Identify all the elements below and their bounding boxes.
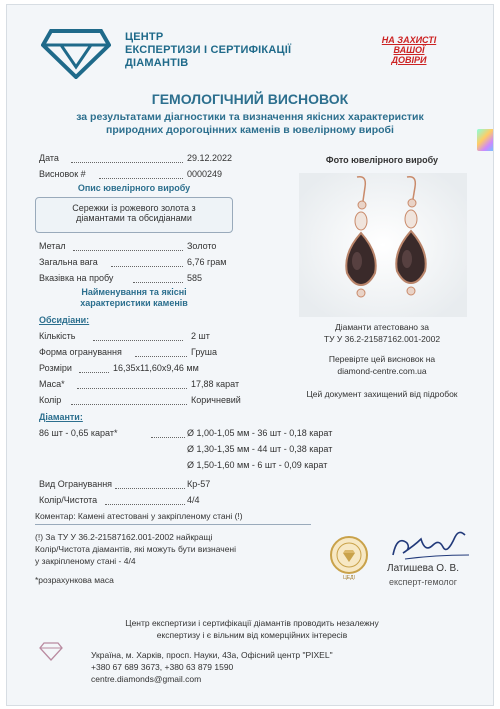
dots — [93, 340, 183, 341]
item-description-line1: Сережки із рожевого золота з — [72, 203, 196, 213]
diamond-row-3: Ø 1,50-1,60 мм - 6 шт - 0,09 карат — [187, 460, 328, 470]
color-label: Колір — [39, 395, 62, 405]
subtitle-line2: природних дорогоцінних каменів в ювелірному виробі — [106, 124, 394, 136]
org-line1: ЦЕНТР — [125, 31, 164, 43]
stones-header-line2: характеристики каменів — [80, 298, 188, 308]
signer-role: експерт-гемолог — [389, 577, 458, 587]
subtitle — [7, 111, 493, 137]
dots — [133, 282, 183, 283]
signature-icon — [385, 525, 475, 565]
note-line1: (!) За ТУ У 36.2-21587162.001-2002 найкращі — [35, 532, 213, 542]
divider — [35, 524, 311, 525]
footer-desc-line1: Центр експертизи і сертифікації діамантів проводить незалежну — [125, 618, 379, 628]
diamond-outline-icon — [39, 641, 63, 661]
footer-email[interactable]: centre.diamonds@gmail.com — [91, 674, 202, 684]
footer-description — [37, 617, 467, 641]
attestation-line2: ТУ У 36.2-21587162.001-2002 — [323, 334, 441, 344]
diamond-row-1: Ø 1,00-1,05 мм - 36 шт - 0,18 карат — [187, 428, 333, 438]
dots — [135, 356, 187, 357]
dots — [111, 266, 183, 267]
clarity-value: 4/4 — [187, 495, 200, 505]
earrings-photo — [299, 173, 467, 317]
note-line3: у закріпленому стані - 4/4 — [35, 556, 136, 566]
seal-text: ЦЕДІ — [343, 575, 355, 581]
obsidian-header: Обсидіани: — [39, 315, 90, 325]
total-weight-value: 6,76 грам — [187, 257, 227, 267]
dots — [71, 404, 187, 405]
footer-address: Україна, м. Харків, просп. Науки, 43а, Офісний центр "PIXEL" — [91, 650, 333, 660]
diamond-cut-label: Вид Огранування — [39, 479, 113, 489]
quantity-label: Кількість — [39, 331, 76, 341]
probe-label: Вказівка на пробу — [39, 273, 114, 283]
slogan-line3: ДОВІРИ — [391, 55, 427, 65]
slogan-line1: НА ЗАХИСТІ — [381, 35, 437, 45]
dots — [77, 388, 187, 389]
date-label: Дата — [39, 153, 59, 163]
size-value: 16,35x11,60x9,46 мм — [113, 363, 199, 373]
metal-value: Золото — [187, 241, 217, 251]
dots — [115, 488, 185, 489]
note-line2: Колір/Чистота діамантів, які можуть бути визначені — [35, 544, 237, 554]
item-description-line2: діамантами та обсидіанами — [76, 213, 192, 223]
note — [35, 531, 335, 567]
seal-icon — [329, 535, 369, 575]
date-value: 29.12.2022 — [187, 153, 233, 163]
org-name — [125, 31, 291, 70]
size-label: Розміри — [39, 363, 72, 373]
dots — [151, 437, 185, 438]
hologram-sticker — [477, 129, 494, 151]
slogan — [369, 35, 449, 65]
certificate — [6, 4, 494, 706]
dots — [105, 504, 185, 505]
diamond-logo-icon — [41, 27, 111, 79]
comment: Коментар: Камені атестовані у закріпленому стані (!) — [35, 511, 243, 521]
conclusion-number-value: 0000249 — [187, 169, 223, 179]
protected-note: Цей документ захищений від підробок — [306, 389, 458, 399]
metal-label: Метал — [39, 241, 66, 251]
total-weight-label: Загальна вага — [39, 257, 98, 267]
slogan-line2: ВАШОЇ — [393, 45, 425, 55]
color-value: Коричневий — [191, 395, 241, 405]
item-description-box — [35, 197, 233, 233]
diamond-header: Діаманти: — [39, 412, 83, 422]
stones-header-line1: Найменування та якісні — [81, 287, 187, 297]
footer-contacts — [91, 649, 471, 685]
footer-phones: +380 67 689 3673, +380 63 879 1590 — [91, 662, 234, 672]
verify-info — [277, 353, 487, 377]
attestation-line1: Діаманти атестовано за — [334, 322, 430, 332]
cut-shape-value: Груша — [191, 347, 217, 357]
dots — [79, 372, 109, 373]
quantity-value: 2 шт — [191, 331, 210, 341]
calculated-mass-note: *розрахункова маса — [35, 575, 114, 585]
clarity-label: Колір/Чистота — [39, 495, 98, 505]
org-line3: ДІАМАНТІВ — [125, 57, 189, 69]
photo-title: Фото ювелірного виробу — [325, 155, 439, 165]
probe-value: 585 — [187, 273, 203, 283]
signer-name: Латишева О. В. — [387, 563, 459, 574]
diamond-count: 86 шт - 0,65 карат* — [39, 428, 118, 438]
item-description-header: Опис ювелірного виробу — [77, 183, 191, 193]
mass-value: 17,88 карат — [191, 379, 240, 389]
diamond-row-2: Ø 1,30-1,35 мм - 44 шт - 0,38 карат — [187, 444, 333, 454]
stones-header — [39, 287, 229, 309]
page-title: ГЕМОЛОГІЧНИЙ ВИСНОВОК — [151, 91, 349, 107]
verify-link[interactable]: diamond-centre.com.ua — [337, 366, 427, 376]
cut-shape-label: Форма огранування — [39, 347, 122, 357]
footer-desc-line2: експертизу і є вільним від комерційних інтересів — [156, 630, 348, 640]
conclusion-number-label: Висновок # — [39, 169, 86, 179]
dots — [71, 162, 183, 163]
diamond-cut-value: Кр-57 — [187, 479, 211, 489]
org-line2: ЕКСПЕРТИЗИ І СЕРТИФІКАЦІЇ — [125, 44, 292, 56]
subtitle-line1: за результатами діагностики та визначення якісних характеристик — [76, 111, 424, 123]
dots — [99, 178, 183, 179]
dots — [73, 250, 183, 251]
verify-line1: Перевірте цей висновок на — [328, 354, 436, 364]
mass-label: Маса* — [39, 379, 65, 389]
attestation-info — [277, 321, 487, 345]
